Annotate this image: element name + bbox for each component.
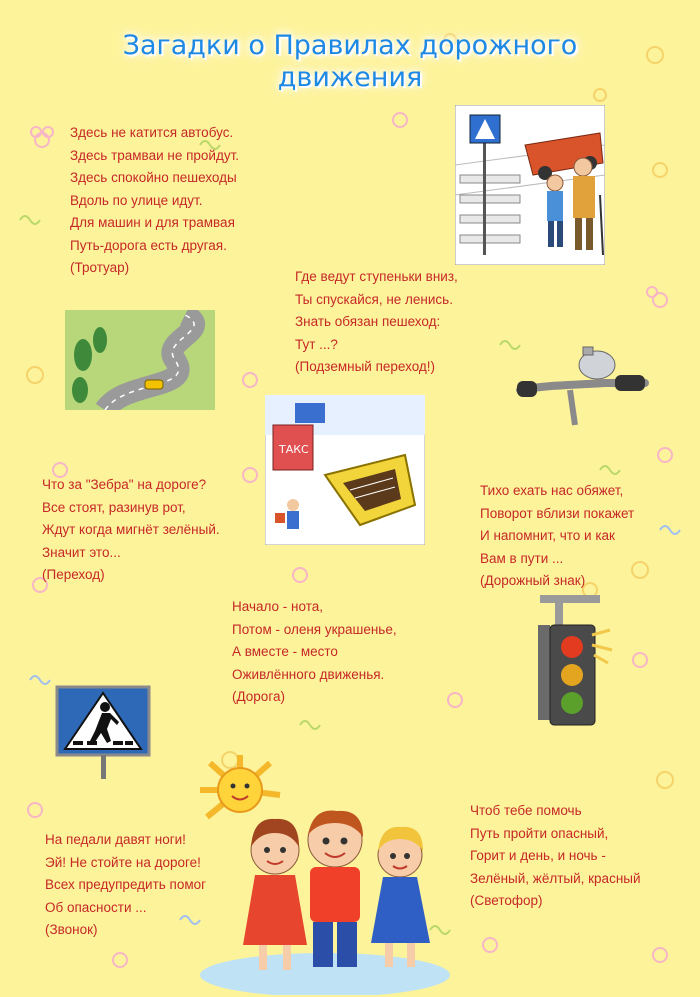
riddle-line: Об опасности ... [45, 899, 147, 915]
riddle-answer: (Переход) [42, 567, 105, 582]
riddle-answer: (Дорога) [232, 689, 285, 704]
riddle-line: Поворот вблизи покажет [480, 505, 635, 521]
riddle-line: Здесь спокойно пешеходы [70, 170, 237, 185]
svg-text:ТАКС: ТАКС [279, 443, 309, 456]
riddle-line: Ждут когда мигнёт зелёный. [42, 522, 220, 537]
riddle-answer: (Светофор) [470, 893, 543, 908]
riddle-line: Тут ...? [295, 336, 338, 352]
riddle-line: Здесь трамваи не пройдут. [70, 147, 240, 163]
riddle-line: Чтоб тебе помочь [470, 803, 582, 818]
riddle-answer: (Подземный переход!) [295, 359, 436, 374]
riddle-line: Начало - нота, [232, 599, 323, 614]
riddle-line: Зелёный, жёлтый, красный [470, 870, 641, 886]
page-title-line1: Загадки о Правилах дорожного [122, 30, 578, 61]
crosswalk-sign-icon [55, 685, 155, 780]
riddle-answer: (Тротуар) [70, 260, 130, 275]
riddle-line: Где ведут ступеньки вниз, [295, 269, 458, 284]
page-title [60, 30, 640, 94]
riddle-traffic-light [470, 800, 641, 913]
riddle-line: Эй! Не стойте на дороге! [45, 854, 201, 870]
riddle-line: Для машин и для трамвая [70, 215, 235, 230]
riddle-line: Тихо ехать нас обяжет, [480, 483, 624, 498]
riddle-line: На педали давят ноги! [45, 832, 186, 847]
riddle-line: Оживлённого движенья. [232, 666, 385, 682]
riddle-line: Вам в пути ... [480, 550, 564, 566]
riddle-road [232, 596, 397, 709]
riddle-line: И напомнит, что и как [480, 528, 615, 543]
riddle-crossing [42, 474, 220, 587]
riddle-road-sign [480, 480, 634, 593]
riddle-line: Знать обязан пешеход: [295, 314, 441, 329]
riddle-line: Горит и день, и ночь - [470, 848, 606, 863]
riddle-line: Ты спускайся, не ленись. [295, 291, 453, 307]
riddle-sidewalk [70, 122, 239, 280]
riddle-line: Потом - оленя украшенье, [232, 621, 397, 637]
riddle-bell [45, 829, 206, 942]
sun-icon [200, 755, 280, 817]
riddle-answer: (Дорожный знак) [480, 573, 586, 588]
riddle-line: Что за "Зебра" на дороге? [42, 477, 207, 492]
children-with-sun-illustration [195, 755, 455, 995]
riddle-line: Всех предупредить помог [45, 877, 207, 892]
underground-passage-illustration [265, 395, 425, 545]
riddle-line: Путь-дорога есть другая. [70, 237, 227, 253]
riddle-underpass [295, 266, 458, 379]
riddle-line: Здесь не катится автобус. [70, 125, 234, 140]
riddle-line: Все стоят, разинув рот, [42, 499, 186, 515]
riddle-line: А вместе - место [232, 644, 338, 659]
traffic-light-icon [520, 595, 620, 730]
bicycle-bell-icon [515, 345, 650, 430]
riddle-line: Значит это... [42, 544, 121, 560]
pedestrian-crossing-illustration [455, 105, 605, 265]
page-title-line2: движения [277, 62, 423, 93]
riddle-line: Путь пройти опасный, [470, 825, 609, 841]
riddle-answer: (Звонок) [45, 922, 98, 937]
winding-road-illustration [65, 310, 215, 410]
riddle-line: Вдоль по улице идут. [70, 192, 203, 208]
